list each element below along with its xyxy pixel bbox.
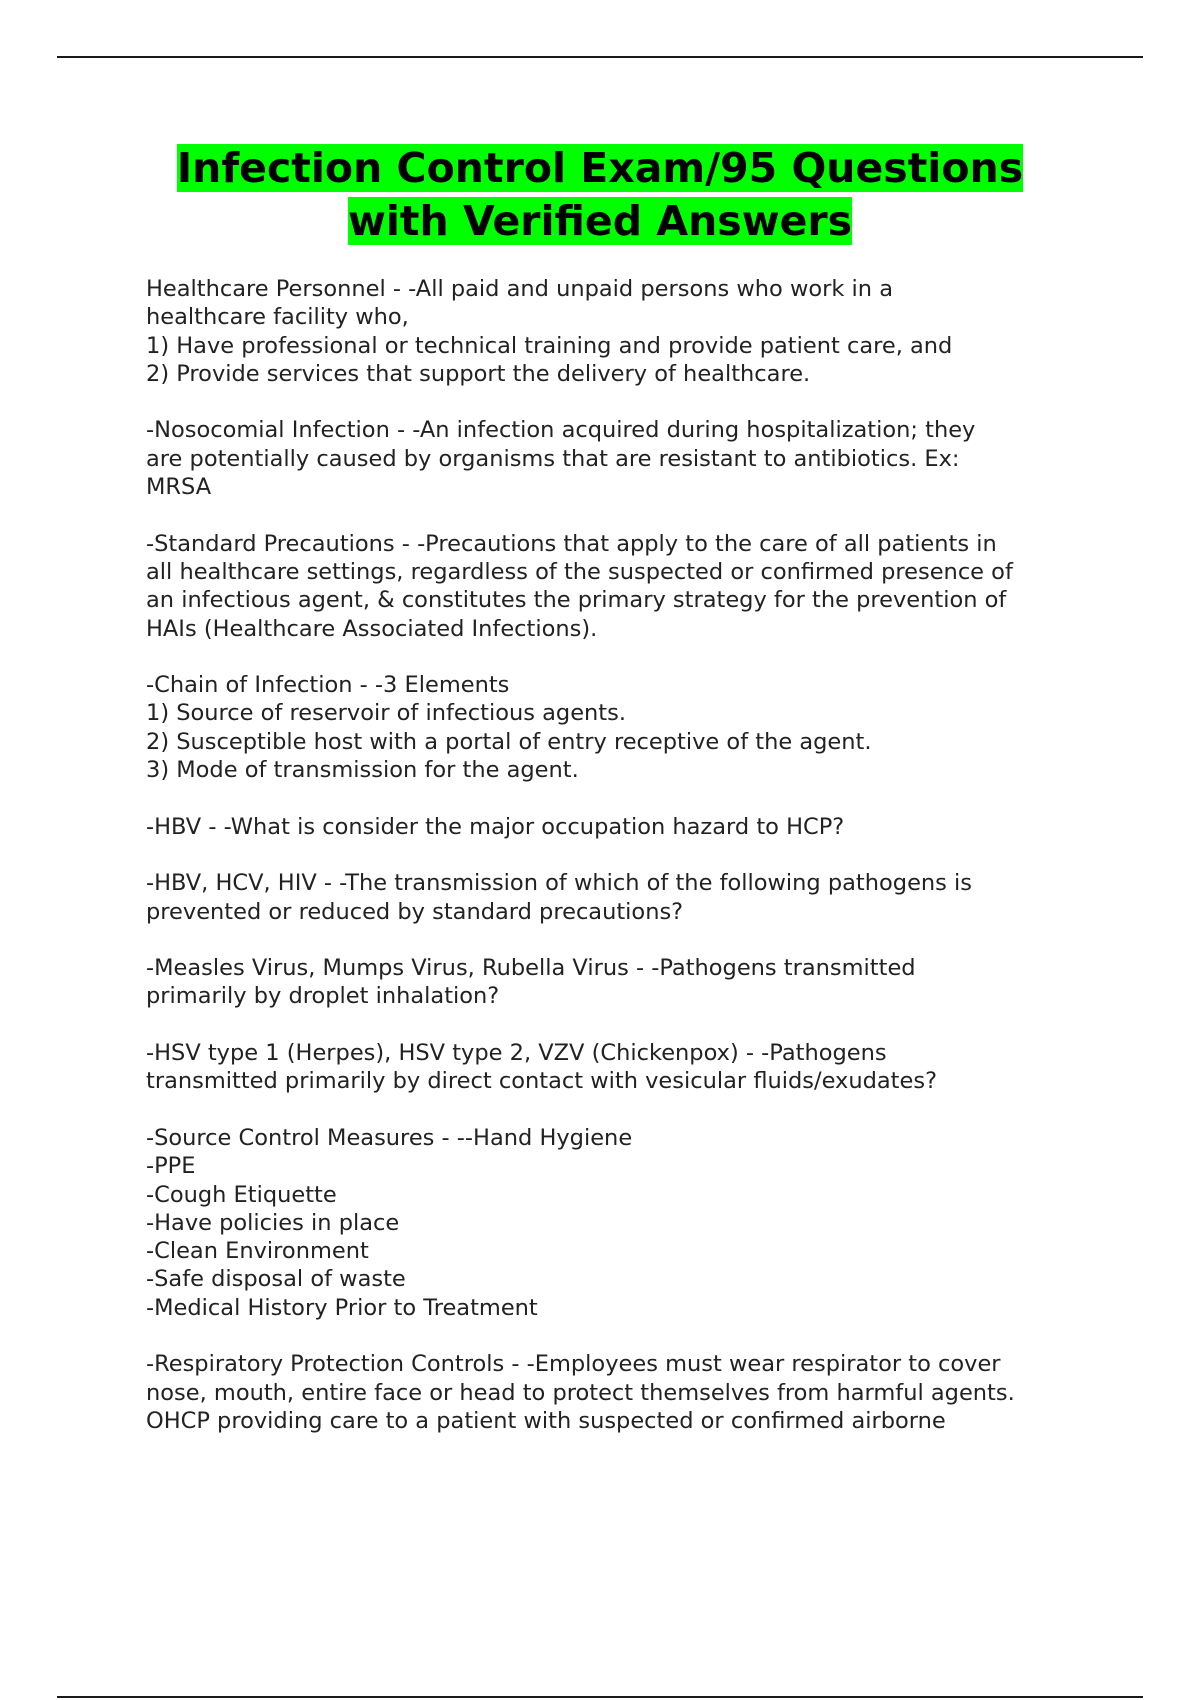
entry-hbv-hcv-hiv: -HBV, HCV, HIV - -The transmission of which of the following pathogens is prevented or reduced by standard precautions? <box>146 870 973 925</box>
entry-hbv: -HBV - -What is consider the major occupation hazard to HCP? <box>146 813 845 840</box>
entry-respiratory-protection-controls: -Respiratory Protection Controls - -Employees must wear respirator to cover nose, mouth, entire face or head to protect themselves from harmful agents. OHCP providing care to a patient with suspected or confirmed airborne <box>146 1351 1015 1434</box>
entry-source-control-measures: -Source Control Measures - --Hand Hygiene -PPE -Cough Etiquette -Have policies in place -Clean Environment -Safe disposal of waste -Medical History Prior to Treatment <box>146 1124 633 1321</box>
bottom-rule <box>57 1696 1143 1698</box>
title-line-2: with Verified Answers <box>347 197 852 245</box>
entry-hsv-vzv: -HSV type 1 (Herpes), HSV type 2, VZV (Chickenpox) - -Pathogens transmitted primarily by direct contact with vesicular fluids/exudates? <box>146 1040 938 1095</box>
top-rule <box>57 56 1143 58</box>
entry-measles-mumps-rubella: -Measles Virus, Mumps Virus, Rubella Virus - -Pathogens transmitted primarily by droplet inhalation? <box>146 955 916 1010</box>
entry-chain-of-infection: -Chain of Infection - -3 Elements 1) Source of reservoir of infectious agents. 2) Susceptible host with a portal of entry receptive of the agent. 3) Mode of transmission for the agent. <box>146 672 872 784</box>
entry-healthcare-personnel: Healthcare Personnel - -All paid and unpaid persons who work in a healthcare facility who, 1) Have professional or technical training and provide patient care, and 2) Provide services that support the delivery of healthcare. <box>146 276 953 387</box>
title-line-1: Infection Control Exam/95 Questions <box>176 144 1024 192</box>
entry-nosocomial-infection: -Nosocomial Infection - -An infection acquired during hospitalization; they are potentially caused by organisms that are resistant to antibiotics. Ex: MRSA <box>146 417 976 501</box>
document-body <box>146 275 1090 1463</box>
entry-standard-precautions: -Standard Precautions - -Precautions that apply to the care of all patients in all healthcare settings, regardless of the suspected or confirmed presence of an infectious agent, & constitutes the primary strategy for the prevention of HAIs (Healthcare Associated Infections). <box>146 530 1013 642</box>
document-title <box>100 142 1100 248</box>
